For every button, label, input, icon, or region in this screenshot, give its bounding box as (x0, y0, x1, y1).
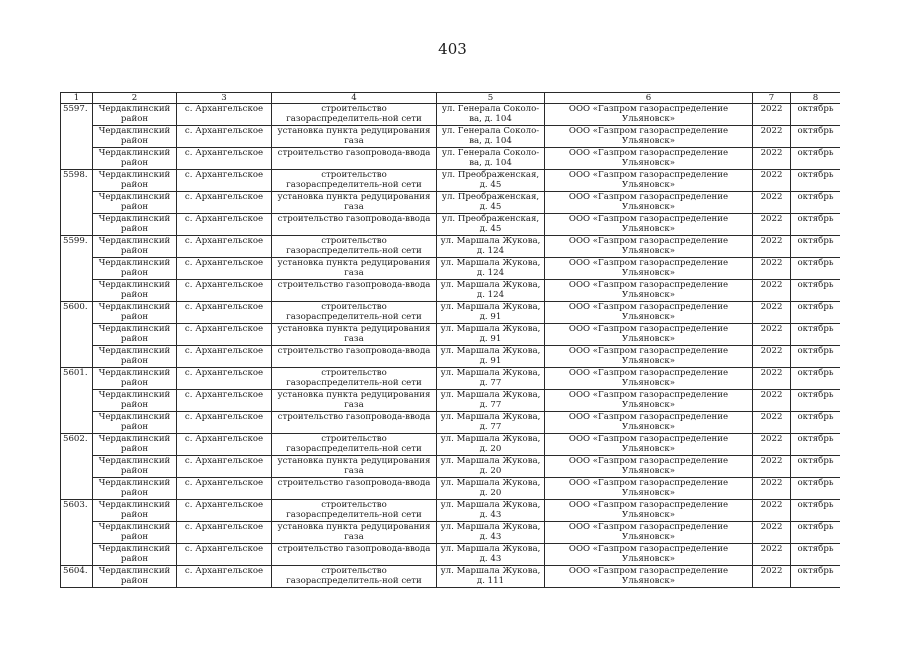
settlement-cell: с. Архангельское (177, 478, 272, 500)
settlement-cell: с. Архангельское (177, 170, 272, 192)
table-row (61, 456, 841, 478)
organization-cell: ООО «Газпром газораспределение Ульяновск» (545, 104, 753, 126)
column-header: 8 (791, 93, 841, 104)
organization-cell: ООО «Газпром газораспределение Ульяновск» (545, 412, 753, 434)
district-cell: Чердаклинский район (93, 346, 177, 368)
table-row (61, 148, 841, 170)
district-cell: Чердаклинский район (93, 170, 177, 192)
record-number-cell (61, 258, 93, 280)
address-cell: ул. Маршала Жукова, д. 124 (437, 236, 545, 258)
month-cell: октябрь (791, 566, 841, 588)
table-row (61, 302, 841, 324)
organization-cell: ООО «Газпром газораспределение Ульяновск» (545, 258, 753, 280)
district-cell: Чердаклинский район (93, 324, 177, 346)
settlement-cell: с. Архангельское (177, 434, 272, 456)
district-cell: Чердаклинский район (93, 566, 177, 588)
table-body (61, 104, 841, 588)
district-cell: Чердаклинский район (93, 500, 177, 522)
address-cell: ул. Генерала Соколо-ва, д. 104 (437, 104, 545, 126)
address-cell: ул. Преображенская, д. 45 (437, 170, 545, 192)
settlement-cell: с. Архангельское (177, 544, 272, 566)
month-cell: октябрь (791, 214, 841, 236)
table-row (61, 258, 841, 280)
district-cell: Чердаклинский район (93, 522, 177, 544)
settlement-cell: с. Архангельское (177, 104, 272, 126)
record-number-cell: 5603. (61, 500, 93, 522)
work-cell: установка пункта редуцирования газа (272, 324, 437, 346)
record-number-cell: 5601. (61, 368, 93, 390)
address-cell: ул. Маршала Жукова, д. 124 (437, 280, 545, 302)
table-container (60, 92, 840, 652)
organization-cell: ООО «Газпром газораспределение Ульяновск» (545, 126, 753, 148)
organization-cell: ООО «Газпром газораспределение Ульяновск» (545, 192, 753, 214)
year-cell: 2022 (753, 412, 791, 434)
settlement-cell: с. Архангельское (177, 456, 272, 478)
organization-cell: ООО «Газпром газораспределение Ульяновск» (545, 478, 753, 500)
month-cell: октябрь (791, 500, 841, 522)
record-number-cell (61, 346, 93, 368)
year-cell: 2022 (753, 544, 791, 566)
settlement-cell: с. Архангельское (177, 236, 272, 258)
page-number: 403 (438, 40, 467, 58)
record-number-cell: 5597. (61, 104, 93, 126)
work-cell: установка пункта редуцирования газа (272, 126, 437, 148)
address-cell: ул. Маршала Жукова, д. 20 (437, 456, 545, 478)
record-number-cell (61, 324, 93, 346)
record-number-cell (61, 280, 93, 302)
settlement-cell: с. Архангельское (177, 522, 272, 544)
month-cell: октябрь (791, 434, 841, 456)
work-cell: строительство газопровода-ввода (272, 214, 437, 236)
settlement-cell: с. Архангельское (177, 214, 272, 236)
district-cell: Чердаклинский район (93, 544, 177, 566)
district-cell: Чердаклинский район (93, 478, 177, 500)
year-cell: 2022 (753, 500, 791, 522)
district-cell: Чердаклинский район (93, 456, 177, 478)
month-cell: октябрь (791, 456, 841, 478)
month-cell: октябрь (791, 544, 841, 566)
district-cell: Чердаклинский район (93, 258, 177, 280)
settlement-cell: с. Архангельское (177, 192, 272, 214)
month-cell: октябрь (791, 346, 841, 368)
settlement-cell: с. Архангельское (177, 258, 272, 280)
settlement-cell: с. Архангельское (177, 412, 272, 434)
table-row (61, 126, 841, 148)
month-cell: октябрь (791, 302, 841, 324)
organization-cell: ООО «Газпром газораспределение Ульяновск» (545, 324, 753, 346)
district-cell: Чердаклинский район (93, 302, 177, 324)
organization-cell: ООО «Газпром газораспределение Ульяновск» (545, 170, 753, 192)
organization-cell: ООО «Газпром газораспределение Ульяновск» (545, 500, 753, 522)
organization-cell: ООО «Газпром газораспределение Ульяновск» (545, 148, 753, 170)
record-number-cell (61, 390, 93, 412)
table-row (61, 236, 841, 258)
organization-cell: ООО «Газпром газораспределение Ульяновск» (545, 434, 753, 456)
organization-cell: ООО «Газпром газораспределение Ульяновск» (545, 368, 753, 390)
month-cell: октябрь (791, 192, 841, 214)
record-number-cell (61, 192, 93, 214)
year-cell: 2022 (753, 192, 791, 214)
settlement-cell: с. Архангельское (177, 280, 272, 302)
address-cell: ул. Маршала Жукова, д. 20 (437, 478, 545, 500)
organization-cell: ООО «Газпром газораспределение Ульяновск» (545, 566, 753, 588)
year-cell: 2022 (753, 324, 791, 346)
settlement-cell: с. Архангельское (177, 148, 272, 170)
work-cell: строительство газораспределитель-ной сети (272, 302, 437, 324)
year-cell: 2022 (753, 170, 791, 192)
address-cell: ул. Преображенская, д. 45 (437, 214, 545, 236)
organization-cell: ООО «Газпром газораспределение Ульяновск» (545, 302, 753, 324)
month-cell: октябрь (791, 236, 841, 258)
settlement-cell: с. Архангельское (177, 346, 272, 368)
work-cell: установка пункта редуцирования газа (272, 390, 437, 412)
work-cell: строительство газопровода-ввода (272, 346, 437, 368)
organization-cell: ООО «Газпром газораспределение Ульяновск» (545, 390, 753, 412)
work-cell: строительство газораспределитель-ной сети (272, 368, 437, 390)
address-cell: ул. Маршала Жукова, д. 91 (437, 346, 545, 368)
column-header: 4 (272, 93, 437, 104)
month-cell: октябрь (791, 126, 841, 148)
work-cell: строительство газораспределитель-ной сети (272, 500, 437, 522)
month-cell: октябрь (791, 390, 841, 412)
year-cell: 2022 (753, 236, 791, 258)
record-number-cell (61, 478, 93, 500)
record-number-cell (61, 456, 93, 478)
organization-cell: ООО «Газпром газораспределение Ульяновск» (545, 280, 753, 302)
table-row (61, 346, 841, 368)
organization-cell: ООО «Газпром газораспределение Ульяновск» (545, 346, 753, 368)
work-cell: строительство газораспределитель-ной сети (272, 434, 437, 456)
work-cell: строительство газопровода-ввода (272, 478, 437, 500)
work-cell: установка пункта редуцирования газа (272, 258, 437, 280)
table-row (61, 214, 841, 236)
year-cell: 2022 (753, 258, 791, 280)
month-cell: октябрь (791, 170, 841, 192)
month-cell: октябрь (791, 104, 841, 126)
year-cell: 2022 (753, 368, 791, 390)
record-number-cell: 5604. (61, 566, 93, 588)
work-cell: строительство газораспределитель-ной сети (272, 170, 437, 192)
address-cell: ул. Маршала Жукова, д. 43 (437, 500, 545, 522)
district-cell: Чердаклинский район (93, 434, 177, 456)
column-header: 6 (545, 93, 753, 104)
table-row (61, 522, 841, 544)
year-cell: 2022 (753, 456, 791, 478)
record-number-cell (61, 148, 93, 170)
table-row (61, 434, 841, 456)
address-cell: ул. Генерала Соколо-ва, д. 104 (437, 148, 545, 170)
work-cell: строительство газопровода-ввода (272, 544, 437, 566)
address-cell: ул. Маршала Жукова, д. 77 (437, 368, 545, 390)
table-row (61, 170, 841, 192)
month-cell: октябрь (791, 324, 841, 346)
year-cell: 2022 (753, 390, 791, 412)
district-cell: Чердаклинский район (93, 148, 177, 170)
district-cell: Чердаклинский район (93, 236, 177, 258)
table-row (61, 390, 841, 412)
gasification-table (60, 92, 840, 588)
organization-cell: ООО «Газпром газораспределение Ульяновск» (545, 456, 753, 478)
record-number-cell (61, 214, 93, 236)
year-cell: 2022 (753, 280, 791, 302)
address-cell: ул. Маршала Жукова, д. 124 (437, 258, 545, 280)
month-cell: октябрь (791, 522, 841, 544)
year-cell: 2022 (753, 478, 791, 500)
year-cell: 2022 (753, 126, 791, 148)
month-cell: октябрь (791, 148, 841, 170)
column-header: 2 (93, 93, 177, 104)
district-cell: Чердаклинский район (93, 412, 177, 434)
settlement-cell: с. Архангельское (177, 302, 272, 324)
organization-cell: ООО «Газпром газораспределение Ульяновск» (545, 214, 753, 236)
work-cell: установка пункта редуцирования газа (272, 522, 437, 544)
address-cell: ул. Маршала Жукова, д. 43 (437, 522, 545, 544)
address-cell: ул. Маршала Жукова, д. 77 (437, 412, 545, 434)
address-cell: ул. Преображенская, д. 45 (437, 192, 545, 214)
settlement-cell: с. Архангельское (177, 324, 272, 346)
settlement-cell: с. Архангельское (177, 126, 272, 148)
record-number-cell (61, 126, 93, 148)
address-cell: ул. Маршала Жукова, д. 91 (437, 302, 545, 324)
district-cell: Чердаклинский район (93, 280, 177, 302)
record-number-cell: 5600. (61, 302, 93, 324)
district-cell: Чердаклинский район (93, 104, 177, 126)
table-row (61, 412, 841, 434)
year-cell: 2022 (753, 104, 791, 126)
organization-cell: ООО «Газпром газораспределение Ульяновск» (545, 236, 753, 258)
table-row (61, 368, 841, 390)
record-number-cell (61, 544, 93, 566)
column-header: 7 (753, 93, 791, 104)
column-header: 3 (177, 93, 272, 104)
organization-cell: ООО «Газпром газораспределение Ульяновск» (545, 522, 753, 544)
table-row (61, 544, 841, 566)
year-cell: 2022 (753, 148, 791, 170)
table-row (61, 324, 841, 346)
year-cell: 2022 (753, 214, 791, 236)
address-cell: ул. Маршала Жукова, д. 77 (437, 390, 545, 412)
work-cell: строительство газораспределитель-ной сети (272, 104, 437, 126)
work-cell: строительство газораспределитель-ной сети (272, 236, 437, 258)
work-cell: строительство газораспределитель-ной сети (272, 566, 437, 588)
work-cell: строительство газопровода-ввода (272, 412, 437, 434)
district-cell: Чердаклинский район (93, 214, 177, 236)
district-cell: Чердаклинский район (93, 368, 177, 390)
header-row (61, 93, 841, 104)
address-cell: ул. Маршала Жукова, д. 91 (437, 324, 545, 346)
table-row (61, 280, 841, 302)
settlement-cell: с. Архангельское (177, 566, 272, 588)
work-cell: установка пункта редуцирования газа (272, 192, 437, 214)
year-cell: 2022 (753, 566, 791, 588)
column-header: 5 (437, 93, 545, 104)
address-cell: ул. Генерала Соколо-ва, д. 104 (437, 126, 545, 148)
table-row (61, 500, 841, 522)
table-row (61, 478, 841, 500)
month-cell: октябрь (791, 280, 841, 302)
work-cell: строительство газопровода-ввода (272, 148, 437, 170)
work-cell: строительство газопровода-ввода (272, 280, 437, 302)
address-cell: ул. Маршала Жукова, д. 111 (437, 566, 545, 588)
column-header: 1 (61, 93, 93, 104)
year-cell: 2022 (753, 346, 791, 368)
settlement-cell: с. Архангельское (177, 500, 272, 522)
address-cell: ул. Маршала Жукова, д. 20 (437, 434, 545, 456)
record-number-cell: 5598. (61, 170, 93, 192)
table-row (61, 192, 841, 214)
month-cell: октябрь (791, 368, 841, 390)
district-cell: Чердаклинский район (93, 192, 177, 214)
record-number-cell: 5602. (61, 434, 93, 456)
record-number-cell: 5599. (61, 236, 93, 258)
month-cell: октябрь (791, 478, 841, 500)
organization-cell: ООО «Газпром газораспределение Ульяновск» (545, 544, 753, 566)
year-cell: 2022 (753, 522, 791, 544)
district-cell: Чердаклинский район (93, 126, 177, 148)
settlement-cell: с. Архангельское (177, 390, 272, 412)
district-cell: Чердаклинский район (93, 390, 177, 412)
month-cell: октябрь (791, 412, 841, 434)
table-row (61, 566, 841, 588)
settlement-cell: с. Архангельское (177, 368, 272, 390)
address-cell: ул. Маршала Жукова, д. 43 (437, 544, 545, 566)
record-number-cell (61, 412, 93, 434)
record-number-cell (61, 522, 93, 544)
year-cell: 2022 (753, 302, 791, 324)
table-row (61, 104, 841, 126)
year-cell: 2022 (753, 434, 791, 456)
work-cell: установка пункта редуцирования газа (272, 456, 437, 478)
month-cell: октябрь (791, 258, 841, 280)
